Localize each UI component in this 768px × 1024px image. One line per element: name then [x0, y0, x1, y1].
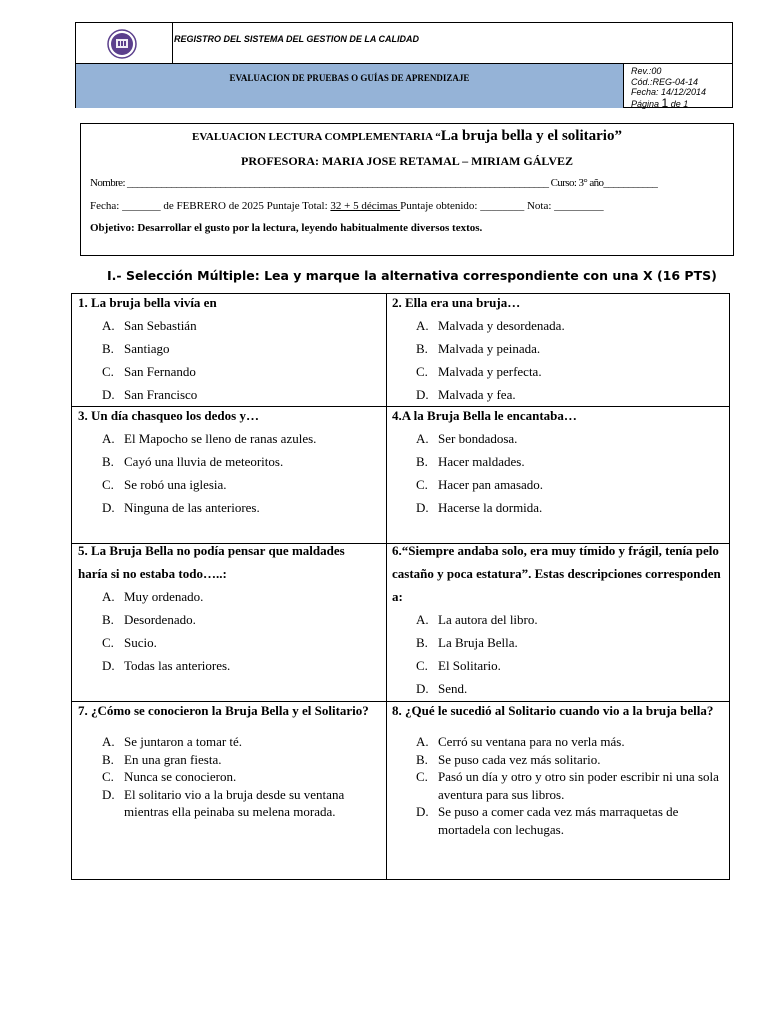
option-d[interactable]: D. El solitario vio a la bruja desde su ventana mientras ella peinaba su melena morada.	[102, 786, 345, 819]
page-of: de 1	[670, 98, 689, 109]
option-c[interactable]: C. Hacer pan amasado.	[416, 477, 544, 492]
objective: Objetivo: Desarrollar el gusto por la lectura, leyendo habitualmente diversos textos.	[90, 222, 483, 234]
option-d[interactable]: D. Send.	[416, 681, 468, 696]
professors: PROFESORA: MARIA JOSE RETAMAL – MIRIAM GÁLVEZ	[240, 154, 574, 168]
option-c[interactable]: C. Pasó un día y otro y otro sin poder escribir ni una sola aventura para sus libros.	[416, 769, 719, 802]
name-course-field[interactable]: Nombre: ______________________________________________________________________________________ Curso: 3° año___________	[90, 177, 658, 189]
options-list	[78, 314, 380, 406]
options-list	[392, 608, 724, 700]
section-title: I.- Selección Múltiple: Lea y marque la alternativa correspondiente con una X (16 PTS)	[107, 268, 717, 283]
option-d[interactable]: D. Todas las anteriores.	[102, 658, 231, 673]
page-indicator	[631, 95, 732, 110]
question-stem: 8. ¿Qué le sucedió al Solitario cuando vio a la bruja bella?	[392, 703, 714, 718]
student-info-box	[80, 123, 734, 256]
column-divider	[386, 294, 387, 879]
option-b[interactable]: B. Hacer maldades.	[416, 454, 525, 469]
option-d[interactable]: D. Hacerse la dormida.	[416, 500, 543, 515]
question-stem: 4.A la Bruja Bella le encantaba…	[392, 408, 577, 423]
page-label: Página	[631, 98, 660, 109]
option-d[interactable]: D. San Francisco	[102, 387, 198, 402]
question-6	[392, 539, 724, 700]
options-list	[78, 427, 380, 519]
option-b[interactable]: B. Malvada y peinada.	[416, 341, 541, 356]
option-c[interactable]: C. Sucio.	[102, 635, 157, 650]
question-4	[392, 404, 726, 519]
option-d[interactable]: D. Ninguna de las anteriores.	[102, 500, 260, 515]
question-2	[392, 291, 726, 406]
date-field[interactable]: Fecha: _______ de FEBRERO de 2025 Puntaje Total:	[90, 200, 331, 212]
question-stem: 1. La bruja bella vivía en	[78, 295, 217, 310]
option-c[interactable]: C. Malvada y perfecta.	[416, 364, 542, 379]
total-score: 32 + 5 décimas	[330, 200, 401, 212]
option-a[interactable]: A. Malvada y desordenada.	[416, 318, 565, 333]
option-b[interactable]: B. En una gran fiesta.	[102, 751, 222, 767]
questions-grid	[71, 293, 730, 880]
question-7	[78, 703, 378, 821]
option-c[interactable]: C. San Fernando	[102, 364, 196, 379]
options-list	[78, 733, 378, 821]
page-number: 1	[661, 95, 669, 110]
registry-title: REGISTRO DEL SISTEMA DEL GESTION DE LA CALIDAD	[174, 34, 420, 44]
question-stem: 2. Ella era una bruja…	[392, 295, 521, 310]
option-a[interactable]: A. Muy ordenado.	[102, 589, 204, 604]
options-list	[392, 427, 726, 519]
options-list	[392, 733, 724, 838]
option-d[interactable]: D. Se puso a comer cada vez más marraquetas de mortadela con lechugas.	[416, 804, 679, 837]
question-stem: 7. ¿Cómo se conocieron la Bruja Bella y el Solitario?	[78, 703, 369, 718]
school-logo	[107, 29, 137, 59]
option-b[interactable]: B. La Bruja Bella.	[416, 635, 518, 650]
question-1	[78, 291, 380, 406]
book-title: La bruja bella y el solitario”	[440, 128, 622, 144]
title-prefix: EVALUACION LECTURA COMPLEMENTARIA “	[192, 131, 441, 143]
options-list	[392, 314, 726, 406]
row-divider	[72, 701, 729, 702]
question-stem: 6.“Siempre andaba solo, era muy tímido y frágil, tenía pelo castaño y poca estatura”. Estas descripciones corresponden a:	[392, 543, 721, 604]
document-meta	[623, 63, 732, 110]
evaluation-title	[81, 128, 733, 145]
option-c[interactable]: C. Se robó una iglesia.	[102, 477, 227, 492]
question-stem: 5. La Bruja Bella no podía pensar que maldades haría si no estaba todo…..:	[78, 543, 345, 581]
option-c[interactable]: C. El Solitario.	[416, 658, 501, 673]
option-a[interactable]: A. El Mapocho se lleno de ranas azules.	[102, 431, 317, 446]
document-header	[75, 22, 733, 108]
option-b[interactable]: B. Cayó una lluvia de meteoritos.	[102, 454, 284, 469]
option-b[interactable]: B. Desordenado.	[102, 612, 196, 627]
question-3	[78, 404, 380, 519]
options-list	[78, 585, 358, 677]
option-d[interactable]: D. Malvada y fea.	[416, 387, 516, 402]
option-b[interactable]: B. Santiago	[102, 341, 170, 356]
question-stem: 3. Un día chasqueo los dedos y…	[78, 408, 259, 423]
question-5	[78, 539, 358, 677]
logo-cell	[76, 23, 173, 63]
document-date: Fecha: 14/12/2014	[631, 87, 707, 97]
option-a[interactable]: A. La autora del libro.	[416, 612, 538, 627]
evaluation-type: EVALUACION DE PRUEBAS O GUÍAS DE APRENDIZAJE	[229, 73, 470, 83]
option-a[interactable]: A. Se juntaron a tomar té.	[102, 734, 243, 749]
date-score-line	[90, 200, 604, 212]
score-grade-fields[interactable]: Puntaje obtenido: ________ Nota: _________	[400, 200, 604, 212]
revision: Rev.:00	[631, 66, 662, 76]
option-a[interactable]: A. Ser bondadosa.	[416, 431, 518, 446]
option-a[interactable]: A. Cerró su ventana para no verla más.	[416, 734, 625, 749]
option-c[interactable]: C. Nunca se conocieron.	[102, 769, 237, 784]
document-code: Cód.:REG-04-14	[631, 76, 699, 87]
option-b[interactable]: B. Se puso cada vez más solitario.	[416, 751, 601, 767]
option-a[interactable]: A. San Sebastián	[102, 318, 197, 333]
question-8	[392, 703, 724, 838]
